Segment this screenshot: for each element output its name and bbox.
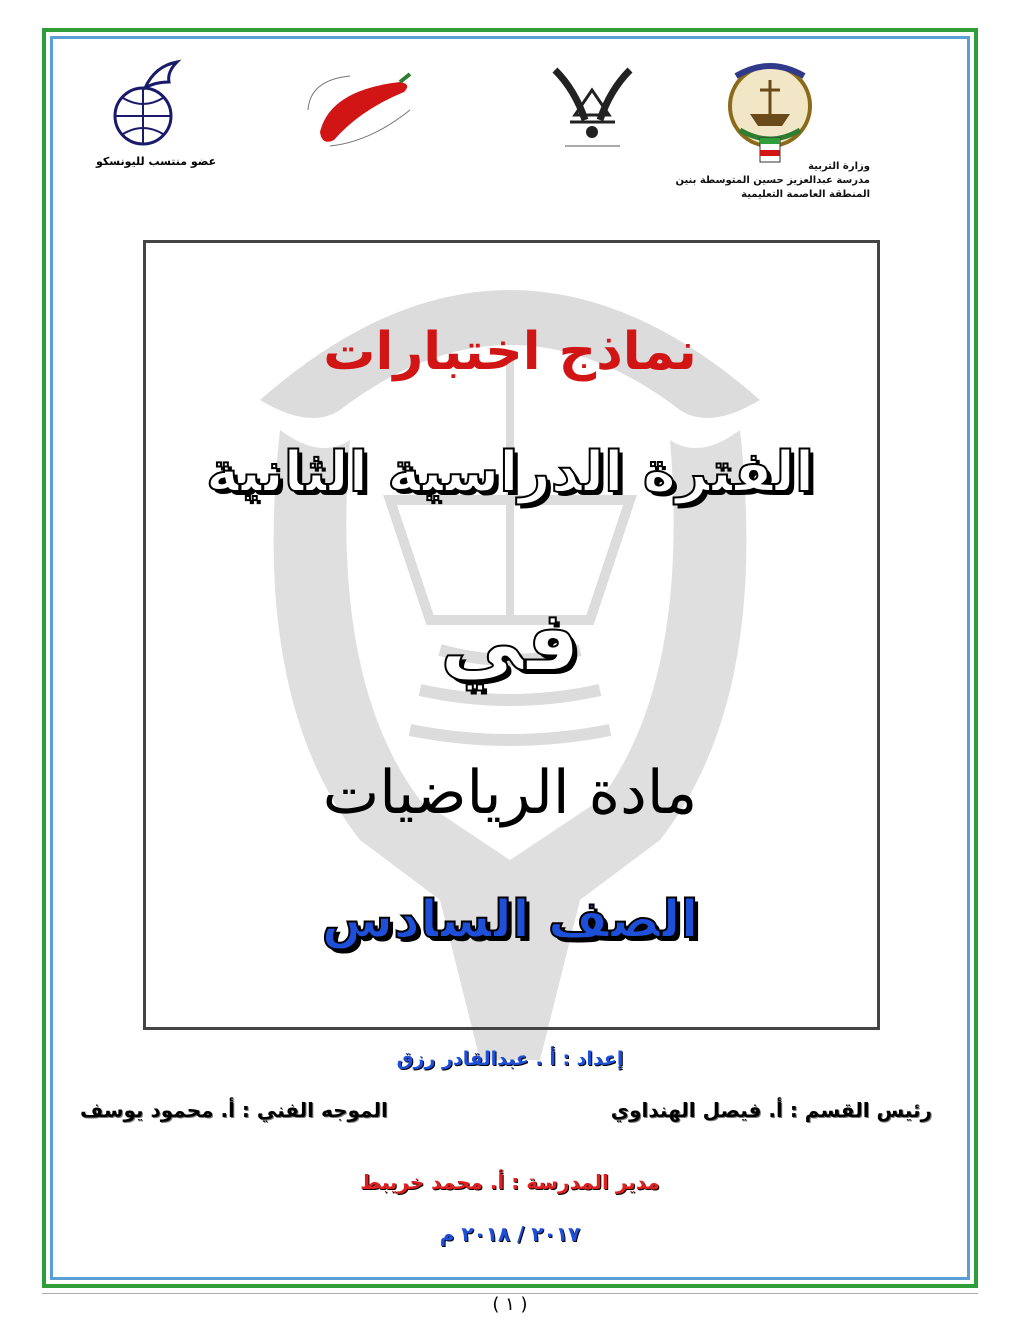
- cover-subject: مادة الرياضيات: [322, 758, 698, 828]
- head-of-department: رئيس القسم : أ. فيصل الهنداوي: [610, 1098, 932, 1122]
- unesco-globe-logo: [105, 58, 193, 150]
- technical-supervisor: الموجه الفني : أ. محمود يوسف: [80, 1098, 388, 1122]
- cover-period: الفترة الدراسية الثانية: [205, 440, 815, 505]
- school-principal: مدير المدرسة : أ. محمد خريبط: [360, 1170, 660, 1194]
- red-pepper-logo: [300, 70, 420, 150]
- ministry-line: وزارة التربية: [808, 161, 870, 172]
- cover-grade: الصف السادس: [321, 890, 699, 950]
- ministry-header: [640, 160, 870, 202]
- ministry-line: المنطقة العاصمة التعليمية: [741, 189, 870, 200]
- school-daggers-emblem: [545, 60, 640, 150]
- ministry-line: مدرسة عبدالعزيز حسين المتوسطة بنين: [675, 175, 870, 186]
- cover-title: نماذج اختبارات: [323, 322, 697, 382]
- cover-in-word: في: [440, 592, 580, 690]
- kuwait-state-emblem: [716, 56, 824, 166]
- academic-year: ٢٠١٧ / ٢٠١٨ م: [439, 1222, 581, 1246]
- page-number: ( ١ ): [492, 1294, 528, 1315]
- unesco-caption: عضو منتسب لليونسكو: [96, 155, 217, 168]
- prepared-by: إعداد : أ . عبدالقادر رزق: [396, 1048, 624, 1070]
